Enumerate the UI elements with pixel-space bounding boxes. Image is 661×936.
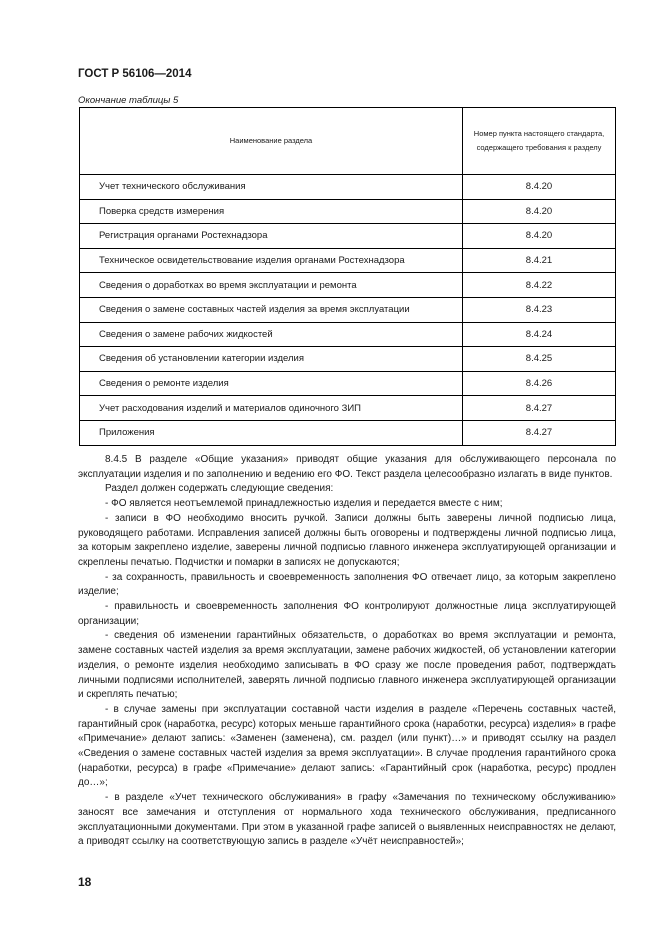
section-name-cell: Регистрация органами Ростехнадзора — [80, 224, 463, 249]
document-title: ГОСТ Р 56106—2014 — [78, 68, 192, 80]
body-paragraph: 8.4.5 В разделе «Общие указания» приводят общие указания для обслуживающего персонала по эксплуатации изделия и по заполнению и ведению его ФО. Текст раздела целесообразно излагать в виде пунктов. — [78, 454, 616, 480]
body-paragraph: - в разделе «Учет технического обслуживания» в графу «Замечания по техническому обслуживанию» заносят все замечания и отступления от нормального хода технического обслуживания, предписанного эксплуатационными документами. При этом в указанной графе записей о выявленных неисправностях не делают, а приводят ссылку на соответствующую запись в разделе «Учёт неисправностей»; — [78, 792, 616, 848]
table-row — [80, 297, 616, 322]
section-name-cell: Техническое освидетельствование изделия органами Ростехнадзора — [80, 248, 463, 273]
section-name-cell: Сведения о замене составных частей изделия за время эксплуатации — [80, 297, 463, 322]
section-name-cell: Учет расходования изделий и материалов одиночного ЗИП — [80, 396, 463, 421]
body-paragraph: - за сохранность, правильность и своевременность заполнения ФО отвечает лицо, за которым закреплено изделие; — [78, 571, 616, 598]
table-header-row — [80, 108, 616, 175]
section-name-cell: Приложения — [80, 420, 463, 445]
table-row — [80, 224, 616, 249]
section-name-cell: Сведения о доработках во время эксплуатации и ремонта — [80, 273, 463, 298]
page-number: 18 — [78, 875, 92, 889]
clause-number-cell: 8.4.27 — [463, 396, 616, 421]
clause-number-cell: 8.4.25 — [463, 347, 616, 372]
body-paragraph: - правильность и своевременность заполнения ФО контролируют должностные лица эксплуатирующей организации; — [78, 601, 616, 627]
table-row — [80, 175, 616, 200]
table-caption: Окончание таблицы 5 — [78, 95, 179, 106]
table-row — [80, 396, 616, 421]
clause-number-cell: 8.4.24 — [463, 322, 616, 347]
table-row — [80, 322, 616, 347]
section-name-cell: Сведения о замене рабочих жидкостей — [80, 322, 463, 347]
section-name-cell: Сведения об установлении категории изделия — [80, 347, 463, 372]
table-row — [80, 199, 616, 224]
section-name-cell: Учет технического обслуживания — [80, 175, 463, 200]
table-row — [80, 420, 616, 445]
clause-number-cell: 8.4.27 — [463, 420, 616, 445]
clause-number-cell: 8.4.20 — [463, 224, 616, 249]
section-name-cell: Сведения о ремонте изделия — [80, 371, 463, 396]
clause-number-cell: 8.4.20 — [463, 199, 616, 224]
body-paragraph: - записи в ФО необходимо вносить ручкой. Записи должны быть заверены личной подписью лица, руководящего работами. Исправления записей должны быть оговорены и подтверждены личной подписью лица, за которым закреплено изделие, заверены личной подписью главного инженера эксплуатирующей организации и скреплены печатью. Подчистки и помарки в записях не допускаются; — [78, 512, 616, 568]
clause-number-cell: 8.4.20 — [463, 175, 616, 200]
header-section-name: Наименование раздела — [80, 108, 463, 175]
clause-number-cell: 8.4.26 — [463, 371, 616, 396]
body-paragraph: - в случае замены при эксплуатации составной части изделия в разделе «Перечень составных частей, гарантийный срок (наработка, ресурс) которых меньше гарантийного срока (наработки, ресурса) изделия» в графе «Примечание» делают запись: «Заменен (заменена), см. раздел (или пункт)…» и приводят ссылку на раздел «Сведения о замене составных частей изделия за время эксплуатации». В случае продления гарантийного срока (наработки, ресурса) в графе «Примечание» делают запись: «Гарантийный срок (наработка, ресурс) продлен до…»; — [78, 703, 616, 789]
header-clause-number: Номер пункта настоящего стандарта, содержащего требования к разделу — [463, 108, 616, 175]
body-paragraph: - ФО является неотъемлемой принадлежностью изделия и передается вместе с ним; — [105, 498, 503, 510]
body-text — [78, 453, 616, 850]
table-row — [80, 248, 616, 273]
table-row — [80, 273, 616, 298]
body-paragraph: Раздел должен содержать следующие сведения: — [105, 483, 334, 495]
section-name-cell: Поверка средств измерения — [80, 199, 463, 224]
sections-table — [79, 107, 616, 446]
body-paragraph: - сведения об изменении гарантийных обязательств, о доработках во время эксплуатации и ремонта, замене составных частей изделия за время эксплуатации, замене рабочих жидкостей, об установлении категории изделия, о ремонте изделия необходимо записывать в ФО сразу же после проведения работ, подтверждать личными подписями исполнителей, заверять личной подписью главного инженера эксплуатирующей организации и скреплять печатью; — [78, 630, 616, 701]
table-row — [80, 371, 616, 396]
clause-number-cell: 8.4.22 — [463, 273, 616, 298]
clause-number-cell: 8.4.21 — [463, 248, 616, 273]
clause-number-cell: 8.4.23 — [463, 297, 616, 322]
table-row — [80, 347, 616, 372]
